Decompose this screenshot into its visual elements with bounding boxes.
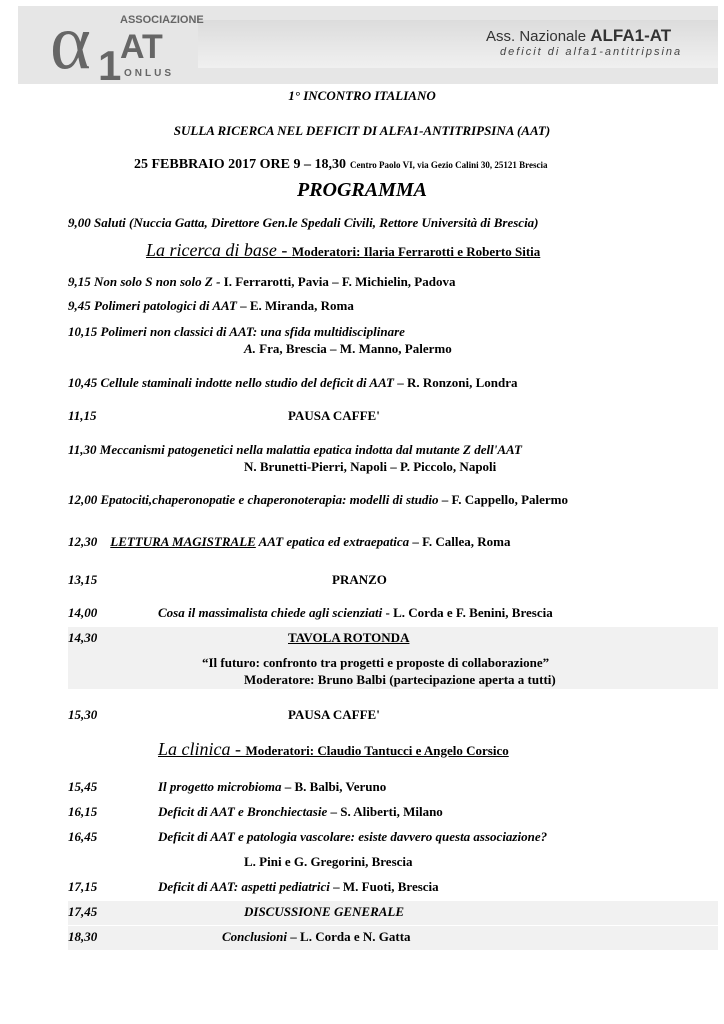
- logo-onlus-text: ONLUS: [124, 68, 174, 79]
- item-speakers: Fra, Brescia – M. Manno, Palermo: [255, 341, 452, 356]
- time-1430: 14,30: [68, 630, 98, 645]
- coffee-break-1: PAUSA CAFFE': [288, 408, 380, 423]
- time-1830: 18,30: [68, 929, 98, 944]
- event-venue: Centro Paolo VI, via Gezio Calini 30, 25121 Brescia: [349, 160, 548, 170]
- round-table-topic: “Il futuro: confronto tra progetti e proposte di collaborazione”: [202, 655, 550, 670]
- title-line-2: SULLA RICERCA NEL DEFICIT DI ALFA1-ANTITRIPSINA (AAT): [173, 123, 551, 138]
- item-title: 9,45 Polimeri patologici di AAT: [68, 298, 237, 313]
- item-time: 12,30: [68, 534, 98, 549]
- svg-text:1: 1: [98, 42, 122, 84]
- item-title: 9,15 Non solo S non solo Z -: [68, 274, 224, 289]
- round-table-heading: TAVOLA ROTONDA: [288, 630, 410, 645]
- time-1745: 17,45: [68, 904, 98, 919]
- item-speakers: – B. Balbi, Veruno: [281, 779, 387, 794]
- item-speakers: – L. Corda e N. Gatta: [287, 929, 411, 944]
- time-1645: 16,45: [68, 829, 98, 844]
- lunch-break: PRANZO: [332, 572, 387, 587]
- program-item-1130: 11,30 Meccanismi patogenetici nella malattia epatica indotta dal mutante Z dell'AAT: [68, 442, 522, 457]
- item-lettura-magistrale: LETTURA MAGISTRALE: [110, 534, 256, 549]
- program-item-1045: [68, 375, 518, 391]
- section-clinica-moderators: Moderatori: Claudio Tantucci e Angelo Corsico: [245, 743, 509, 758]
- item-title: Cosa il massimalista chiede agli scienziati: [158, 605, 383, 620]
- section-base-title: La ricerca di base -: [146, 240, 292, 260]
- item-title: Deficit di AAT e Bronchiectasie: [158, 804, 328, 819]
- item-title: Deficit di AAT: aspetti pediatrici: [158, 879, 330, 894]
- item-speakers: – F. Callea, Roma: [409, 534, 511, 549]
- time-1315: 13,15: [68, 572, 98, 587]
- time-1400: 14,00: [68, 605, 98, 620]
- header-banner: [18, 6, 718, 84]
- item-speakers: – E. Miranda, Roma: [236, 298, 354, 313]
- program-item-1130-speakers: N. Brunetti-Pierri, Napoli – P. Piccolo, Napoli: [244, 459, 497, 474]
- item-speakers: – R. Ronzoni, Londra: [393, 375, 518, 390]
- section-base-moderators: Moderatori: Ilaria Ferrarotti e Roberto Sitia: [291, 244, 541, 259]
- program-item-0915: [68, 274, 455, 290]
- item-speakers: – F. Cappello, Palermo: [438, 492, 569, 507]
- item-speakers: – M. Fuoti, Brescia: [329, 879, 439, 894]
- program-item-1015: 10,15 Polimeri non classici di AAT: una sfida multidisciplinare: [68, 324, 405, 339]
- time-1715: 17,15: [68, 879, 98, 894]
- program-item-1400: [158, 605, 553, 621]
- org-name: [486, 26, 671, 46]
- time-1545: 15,45: [68, 779, 98, 794]
- program-item-1645: Deficit di AAT e patologia vascolare: esiste davvero questa associazione?: [158, 829, 548, 844]
- item-title: AAT epatica ed extraepatica: [255, 534, 410, 549]
- program-item-1015-speakers: [244, 341, 452, 357]
- item-title: 10,45 Cellule staminali indotte nello studio del deficit di AAT: [68, 375, 394, 390]
- section-clinica-heading: [158, 739, 509, 760]
- welcome-line: 9,00 Saluti (Nuccia Gatta, Direttore Gen.le Spedali Civili, Rettore Università di Brescia): [68, 215, 539, 230]
- programma-heading: PROGRAMMA: [296, 179, 428, 201]
- time-1530: 15,30: [68, 707, 98, 722]
- program-item-1615: [158, 804, 443, 820]
- title-line-1: 1° INCONTRO ITALIANO: [288, 88, 436, 103]
- time-1115: 11,15: [68, 408, 97, 423]
- org-name-bold: ALFA1-AT: [590, 26, 672, 45]
- item-title: Il progetto microbioma: [158, 779, 282, 794]
- coffee-break-2: PAUSA CAFFE': [288, 707, 380, 722]
- item-speakers: – S. Aliberti, Milano: [327, 804, 443, 819]
- program-item-1200: [68, 492, 568, 508]
- logo-association-text: ASSOCIAZIONE: [120, 14, 204, 26]
- program-item-1230: [68, 534, 511, 550]
- logo-at-text: AT: [120, 28, 163, 66]
- date-line: [134, 155, 547, 173]
- item-title: 12,00 Epatociti,chaperonopatie e chaperonoterapia: modelli di studio: [68, 492, 439, 507]
- program-item-1545: [158, 779, 386, 795]
- org-prefix: Ass. Nazionale: [486, 28, 587, 45]
- svg-text:α: α: [50, 6, 91, 84]
- program-item-0945: [68, 298, 354, 314]
- section-clinica-title: La clinica -: [158, 739, 246, 759]
- alfa1-at-logo: [48, 6, 238, 84]
- event-date: 25 FEBBRAIO 2017 ORE 9 – 18,30: [134, 157, 346, 172]
- general-discussion: DISCUSSIONE GENERALE: [244, 904, 405, 919]
- round-table-moderator: Moderatore: Bruno Balbi (partecipazione aperta a tutti): [244, 672, 556, 687]
- time-1615: 16,15: [68, 804, 98, 819]
- program-item-1715: [158, 879, 439, 895]
- program-item-1830: [222, 929, 411, 945]
- item-speaker-initial: A.: [244, 341, 256, 356]
- item-speakers: I. Ferrarotti, Pavia – F. Michielin, Padova: [223, 274, 456, 289]
- section-base-heading: [146, 240, 540, 261]
- org-subtitle: deficit di alfa1-antitripsina: [500, 46, 683, 58]
- item-title: Conclusioni: [222, 929, 288, 944]
- item-speakers: - L. Corda e F. Benini, Brescia: [382, 605, 553, 620]
- program-item-1645-speakers: L. Pini e G. Gregorini, Brescia: [244, 854, 413, 869]
